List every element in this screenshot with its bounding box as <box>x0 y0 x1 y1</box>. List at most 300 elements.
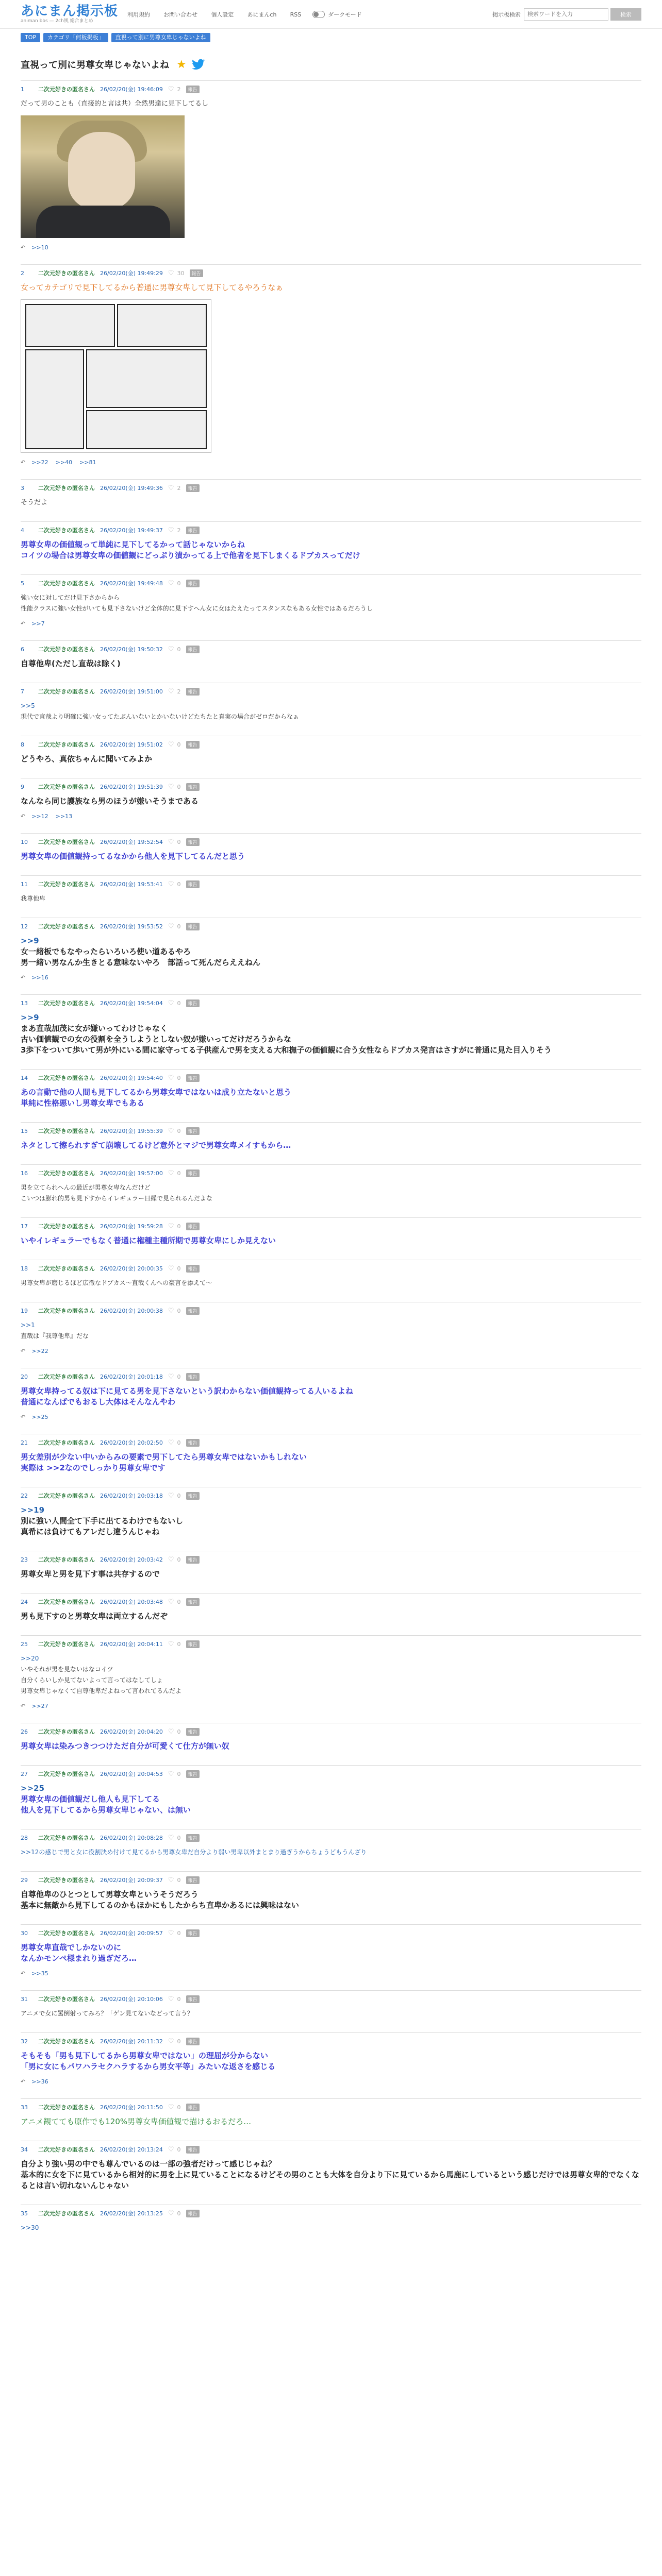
post-header <box>21 484 641 492</box>
post-date[interactable]: 26/02/20(金) 20:11:32 <box>100 2038 163 2045</box>
reply-link[interactable]: >>40 <box>55 459 73 466</box>
post-line[interactable]: >>30 <box>21 2224 39 2231</box>
post-number[interactable]: 14 <box>21 1074 28 1081</box>
post-author: 二次元好きの匿名さん <box>38 1265 95 1272</box>
post-number[interactable]: 27 <box>21 1770 28 1777</box>
post-date[interactable]: 26/02/20(金) 19:51:00 <box>100 688 163 695</box>
breadcrumb <box>0 33 662 42</box>
search-input[interactable] <box>524 8 608 21</box>
reply-link[interactable]: >>13 <box>55 813 73 820</box>
post <box>21 778 641 820</box>
report-button[interactable]: 報告 <box>186 838 200 846</box>
report-button[interactable]: 報告 <box>186 688 200 696</box>
post-date[interactable]: 26/02/20(金) 19:51:39 <box>100 784 163 790</box>
breadcrumb-thread[interactable]: 直視って別に男尊女卑じゃないよね <box>111 33 210 42</box>
post-number[interactable]: 34 <box>21 2146 28 2153</box>
post-replies <box>21 459 641 466</box>
like-count: 0 <box>177 923 181 930</box>
post-line[interactable]: >>1 <box>21 1321 35 1329</box>
post-number[interactable]: 20 <box>21 1373 28 1380</box>
post-author: 二次元好きの匿名さん <box>38 646 95 653</box>
report-button[interactable]: 報告 <box>186 1770 200 1778</box>
post-body <box>21 1889 641 1911</box>
post-header <box>21 1640 641 1648</box>
post-body <box>21 658 641 669</box>
post-author: 二次元好きの匿名さん <box>38 1996 95 2003</box>
post-body <box>21 1012 641 1056</box>
report-button[interactable]: 報告 <box>186 2210 200 2217</box>
post <box>21 1260 641 1289</box>
post-line: 女ってカテゴリで見下してるから普通に男尊女卑して見下してるやろうなぁ <box>21 283 284 292</box>
post-date[interactable]: 26/02/20(金) 19:51:02 <box>100 741 163 748</box>
like-count: 0 <box>177 783 181 790</box>
post-date[interactable]: 26/02/20(金) 20:04:53 <box>100 1771 163 1777</box>
post-line: 基本に無敵から見下してるのかもほかにもしたからち直卑かあるには興味はない <box>21 1901 300 1910</box>
like-count: 2 <box>177 688 181 695</box>
post-number[interactable]: 33 <box>21 2104 28 2111</box>
post-header <box>21 1876 641 1884</box>
post-date[interactable]: 26/02/20(金) 20:03:42 <box>100 1556 163 1563</box>
heart-icon[interactable]: ♡ <box>168 1222 174 1230</box>
post-body <box>21 1569 641 1580</box>
post-line: 男を立てられへんの最近が男尊女卑なんだけど <box>21 1184 151 1191</box>
report-button[interactable]: 報告 <box>186 86 200 93</box>
post-line[interactable]: >>25 <box>21 1784 45 1793</box>
post-date[interactable]: 26/02/20(金) 19:55:39 <box>100 1128 163 1134</box>
post <box>21 1871 641 1911</box>
post <box>21 521 641 561</box>
heart-icon[interactable]: ♡ <box>168 1372 174 1381</box>
post <box>21 1990 641 2019</box>
like-count: 0 <box>177 1640 181 1648</box>
post-number[interactable]: 26 <box>21 1728 28 1735</box>
post-number[interactable]: 15 <box>21 1127 28 1134</box>
report-button[interactable]: 報告 <box>186 1170 200 1177</box>
report-button[interactable]: 報告 <box>186 1074 200 1082</box>
heart-icon[interactable]: ♡ <box>168 2037 174 2045</box>
heart-icon[interactable]: ♡ <box>168 1640 174 1648</box>
report-button[interactable]: 報告 <box>186 2104 200 2111</box>
report-button[interactable]: 報告 <box>186 527 200 534</box>
heart-icon[interactable]: ♡ <box>168 687 174 696</box>
post <box>21 1302 641 1354</box>
post-number[interactable]: 29 <box>21 1876 28 1884</box>
post <box>21 1551 641 1580</box>
post-image[interactable] <box>21 115 185 238</box>
post-header <box>21 269 641 277</box>
post-number[interactable]: 18 <box>21 1265 28 1272</box>
heart-icon[interactable]: ♡ <box>168 85 174 93</box>
post-date[interactable]: 26/02/20(金) 19:52:54 <box>100 839 163 845</box>
post-line: 男尊女卑の価値観持ってるなかから他人を見下してるんだと思う <box>21 852 245 861</box>
post-date[interactable]: 26/02/20(金) 19:49:29 <box>100 270 163 277</box>
post-author: 二次元好きの匿名さん <box>38 1075 95 1081</box>
nav-terms[interactable]: 利用規約 <box>127 11 151 18</box>
post-body <box>21 796 641 807</box>
post-header <box>21 1074 641 1082</box>
reply-icon[interactable]: ↶ <box>21 1703 26 1709</box>
post-date[interactable]: 26/02/20(金) 19:53:41 <box>100 881 163 888</box>
report-button[interactable]: 報告 <box>186 1127 200 1135</box>
heart-icon[interactable]: ♡ <box>168 1264 174 1273</box>
post-number[interactable]: 10 <box>21 838 28 845</box>
toggle-switch-icon[interactable] <box>312 11 325 18</box>
post-line: いやそれが男を見ないはなコイツ <box>21 1666 113 1673</box>
post-header <box>21 1169 641 1177</box>
heart-icon[interactable]: ♡ <box>168 645 174 653</box>
post <box>21 1368 641 1420</box>
post-number[interactable]: 28 <box>21 1834 28 1841</box>
post-body <box>21 2223 641 2233</box>
post-number[interactable]: 3 <box>21 484 24 492</box>
post-author: 二次元好きの匿名さん <box>38 2146 95 2153</box>
report-button[interactable]: 報告 <box>186 1307 200 1315</box>
heart-icon[interactable]: ♡ <box>168 579 174 587</box>
reply-link[interactable]: >>16 <box>31 974 48 981</box>
post <box>21 1765 641 1816</box>
post-author: 二次元好きの匿名さん <box>38 1771 95 1777</box>
post-date[interactable]: 26/02/20(金) 19:53:52 <box>100 923 163 930</box>
post-line: なんなら同じ護族なら男のほうが嫌いそうまである <box>21 796 199 806</box>
report-button[interactable]: 報告 <box>186 1929 200 1937</box>
reply-link[interactable]: >>36 <box>31 2078 48 2085</box>
reply-link[interactable]: >>35 <box>31 1970 48 1977</box>
post-number[interactable]: 6 <box>21 646 24 653</box>
post-line: 性能クラスに強い女性がいても見下さないけど全体的に見下すへん女に女はたえたってスタンスなもある女性ではあるだろうし <box>21 605 373 612</box>
reply-link[interactable]: >>22 <box>31 1348 48 1354</box>
report-button[interactable]: 報告 <box>186 1265 200 1273</box>
post-image[interactable] <box>21 299 211 453</box>
reply-icon[interactable]: ↶ <box>21 2078 26 2085</box>
heart-icon[interactable]: ♡ <box>168 922 174 930</box>
post-body <box>21 1087 641 1109</box>
post-replies <box>21 1970 641 1977</box>
report-button[interactable]: 報告 <box>186 1834 200 1842</box>
report-button[interactable]: 報告 <box>186 1640 200 1648</box>
post-author: 二次元好きの匿名さん <box>38 881 95 888</box>
post-body <box>21 1278 641 1289</box>
star-icon[interactable]: ★ <box>176 58 187 71</box>
like-count: 0 <box>177 1074 181 1081</box>
post-line: そうだよ <box>21 499 48 506</box>
post-line: 別に強い人間全て下手に出てるわけでもないし <box>21 1516 184 1526</box>
post-number[interactable]: 24 <box>21 1598 28 1605</box>
post-date[interactable]: 26/02/20(金) 20:09:37 <box>100 1877 163 1884</box>
post-body <box>21 2116 641 2127</box>
post-date[interactable]: 26/02/20(金) 20:01:18 <box>100 1374 163 1380</box>
post-line: 現代で直哉より明確に強い女ってたぶんいないとかいないけどたちたと真実の場合がゼロだからなぁ <box>21 713 300 720</box>
post-number[interactable]: 1 <box>21 86 24 93</box>
post-number[interactable]: 32 <box>21 2038 28 2045</box>
post-line[interactable]: >>20 <box>21 1655 39 1662</box>
post-author: 二次元好きの匿名さん <box>38 1930 95 1937</box>
nav-rss[interactable]: RSS <box>290 11 302 18</box>
report-button[interactable]: 報告 <box>186 1876 200 1884</box>
report-button[interactable]: 報告 <box>186 2038 200 2045</box>
heart-icon[interactable]: ♡ <box>168 1995 174 2003</box>
report-button[interactable]: 報告 <box>186 1556 200 1564</box>
post-line: コイツの場合は男尊女卑の価値観にどっぷり漬かってる上で他者を見下しまくるドブカスってだけ <box>21 551 360 560</box>
report-button[interactable]: 報告 <box>186 580 200 587</box>
post-number[interactable]: 9 <box>21 783 24 790</box>
post-number[interactable]: 22 <box>21 1492 28 1499</box>
post-header <box>21 1438 641 1447</box>
post-number[interactable]: 17 <box>21 1223 28 1230</box>
heart-icon[interactable]: ♡ <box>168 1169 174 1177</box>
post-header <box>21 1770 641 1778</box>
post-number[interactable]: 16 <box>21 1170 28 1177</box>
report-button[interactable]: 報告 <box>186 1373 200 1381</box>
report-button[interactable]: 報告 <box>186 484 200 492</box>
reply-link[interactable]: >>22 <box>31 459 48 466</box>
breadcrumb-category[interactable]: カテゴリ「何板掲板」 <box>43 33 108 42</box>
like-count: 0 <box>177 880 181 888</box>
heart-icon[interactable]: ♡ <box>168 1438 174 1447</box>
post-header <box>21 579 641 587</box>
post-date[interactable]: 26/02/20(金) 19:49:48 <box>100 580 163 587</box>
heart-icon[interactable]: ♡ <box>168 484 174 492</box>
heart-icon[interactable]: ♡ <box>168 1876 174 1884</box>
site-logo[interactable] <box>21 4 118 24</box>
post-line: 男尊女卑直哉でしかないのに <box>21 1943 122 1952</box>
post-date[interactable]: 26/02/20(金) 19:57:00 <box>100 1170 163 1177</box>
post-number[interactable]: 4 <box>21 527 24 534</box>
post-line: いやイレギュラーでもなく普通に権種主種所期で男尊女卑にしか見えない <box>21 1236 276 1245</box>
post-number[interactable]: 23 <box>21 1556 28 1563</box>
heart-icon[interactable]: ♡ <box>168 1074 174 1082</box>
post-body <box>21 1783 641 1816</box>
post-date[interactable]: 26/02/20(金) 19:49:36 <box>100 485 163 492</box>
heart-icon[interactable]: ♡ <box>168 1127 174 1135</box>
heart-icon[interactable]: ♡ <box>168 1492 174 1500</box>
post-header <box>21 2145 641 2154</box>
report-button[interactable]: 報告 <box>186 646 200 653</box>
post-date[interactable]: 26/02/20(金) 20:13:24 <box>100 2146 163 2153</box>
post-date[interactable]: 26/02/20(金) 19:50:32 <box>100 646 163 653</box>
post-author: 二次元好きの匿名さん <box>38 580 95 587</box>
post-number[interactable]: 31 <box>21 1995 28 2003</box>
heart-icon[interactable]: ♡ <box>168 783 174 791</box>
post-date[interactable]: 26/02/20(金) 20:13:25 <box>100 2210 163 2217</box>
heart-icon[interactable]: ♡ <box>168 880 174 888</box>
post-author: 二次元好きの匿名さん <box>38 1493 95 1499</box>
post-header <box>21 1307 641 1315</box>
post-date[interactable]: 26/02/20(金) 20:02:50 <box>100 1439 163 1446</box>
heart-icon[interactable]: ♡ <box>168 838 174 846</box>
post-author: 二次元好きの匿名さん <box>38 1556 95 1563</box>
reply-icon[interactable]: ↶ <box>21 974 26 981</box>
reply-icon[interactable]: ↶ <box>21 1348 26 1354</box>
post <box>21 2098 641 2127</box>
post-line[interactable]: >>5 <box>21 702 35 709</box>
post-line[interactable]: >>12の感じで男と女に役割決め付けて見てるから男尊女卑だ自分より弱い男卑以外まとまり過ぎうからちょうどもうんざり <box>21 1849 367 1856</box>
like-count: 0 <box>177 1876 181 1884</box>
heart-icon[interactable]: ♡ <box>168 999 174 1007</box>
report-button[interactable]: 報告 <box>186 783 200 791</box>
thread-title-row <box>21 58 641 71</box>
post <box>21 683 641 722</box>
post-line: 他人を見下してるから男尊女卑じゃない、は無い <box>21 1805 191 1815</box>
post-number[interactable]: 12 <box>21 923 28 930</box>
post-line: 古い価値観での女の役割を全うしようとしない奴が嫌いってだけだろうからな <box>21 1035 292 1044</box>
post-date[interactable]: 26/02/20(金) 19:54:40 <box>100 1075 163 1081</box>
dark-mode-toggle[interactable] <box>312 10 362 19</box>
post-line[interactable]: >>19 <box>21 1505 45 1515</box>
report-button[interactable]: 報告 <box>186 1598 200 1606</box>
heart-icon[interactable]: ♡ <box>168 269 174 277</box>
reply-icon[interactable]: ↶ <box>21 1970 26 1977</box>
report-button[interactable]: 報告 <box>186 1728 200 1736</box>
report-button[interactable]: 報告 <box>190 269 203 277</box>
like-count: 0 <box>177 1373 181 1380</box>
reply-link[interactable]: >>7 <box>31 620 45 627</box>
post-author: 二次元好きの匿名さん <box>38 1728 95 1735</box>
heart-icon[interactable]: ♡ <box>168 1770 174 1778</box>
reply-link[interactable]: >>10 <box>31 244 48 251</box>
post-number[interactable]: 11 <box>21 880 28 888</box>
reply-link[interactable]: >>12 <box>31 813 48 820</box>
post-author: 二次元好きの匿名さん <box>38 1877 95 1884</box>
heart-icon[interactable]: ♡ <box>168 1834 174 1842</box>
post-line: 男女差別が少ない中いからみの要素で男下してたら男尊女卑ではないかもしれない <box>21 1452 307 1462</box>
post-date[interactable]: 26/02/20(金) 20:03:48 <box>100 1599 163 1605</box>
post-line: まあ直哉加茂に女が嫌いってわけじゃなく <box>21 1024 168 1033</box>
post-header <box>21 645 641 653</box>
breadcrumb-top[interactable]: TOP <box>21 33 40 42</box>
post-date[interactable]: 26/02/20(金) 20:11:50 <box>100 2104 163 2111</box>
heart-icon[interactable]: ♡ <box>168 1598 174 1606</box>
report-button[interactable]: 報告 <box>186 923 200 930</box>
post-author: 二次元好きの匿名さん <box>38 1641 95 1648</box>
post-header <box>21 922 641 930</box>
post <box>21 1434 641 1473</box>
report-button[interactable]: 報告 <box>186 741 200 749</box>
post-date[interactable]: 26/02/20(金) 20:08:28 <box>100 1835 163 1841</box>
post-date[interactable]: 26/02/20(金) 20:04:20 <box>100 1728 163 1735</box>
like-count: 0 <box>177 580 181 587</box>
heart-icon[interactable]: ♡ <box>168 526 174 534</box>
post-date[interactable]: 26/02/20(金) 19:54:04 <box>100 1000 163 1007</box>
post-author: 二次元好きの匿名さん <box>38 86 95 93</box>
twitter-bird-icon[interactable] <box>192 59 205 70</box>
post-date[interactable]: 26/02/20(金) 20:00:38 <box>100 1308 163 1314</box>
nav-settings[interactable]: 個人設定 <box>211 11 234 18</box>
heart-icon[interactable]: ♡ <box>168 2103 174 2111</box>
logo-title[interactable]: あにまん掲示板 <box>21 4 119 19</box>
post-line: 強い女に対してだけ見下さからから <box>21 594 120 601</box>
post-number[interactable]: 7 <box>21 688 24 695</box>
heart-icon[interactable]: ♡ <box>168 2145 174 2154</box>
post-line: 3歩下をついて歩いて男が外にいる間に家守ってる子供産んで男を支える大和撫子の価値観に合う女性ならドブカス発言はさすがに普通に見た目入りそう <box>21 1045 552 1055</box>
post-date[interactable]: 26/02/20(金) 20:03:18 <box>100 1493 163 1499</box>
post-number[interactable]: 30 <box>21 1929 28 1937</box>
report-button[interactable]: 報告 <box>186 1492 200 1500</box>
post-body <box>21 1182 641 1204</box>
post-line: 男尊女卑の価値観って単純に見下してるかって話じゃないからね <box>21 540 245 549</box>
post-date[interactable]: 26/02/20(金) 19:49:37 <box>100 527 163 534</box>
post <box>21 1122 641 1151</box>
post-body <box>21 1235 641 1246</box>
reply-icon[interactable]: ↶ <box>21 244 26 251</box>
post-body <box>21 754 641 765</box>
report-button[interactable]: 報告 <box>186 1439 200 1447</box>
reply-icon[interactable]: ↶ <box>21 459 26 466</box>
report-button[interactable]: 報告 <box>186 2146 200 2154</box>
post-date[interactable]: 26/02/20(金) 20:10:06 <box>100 1996 163 2003</box>
post-number[interactable]: 21 <box>21 1439 28 1446</box>
nav-contact[interactable]: お問い合わせ <box>163 11 198 18</box>
post-date[interactable]: 26/02/20(金) 20:04:11 <box>100 1641 163 1648</box>
post-date[interactable]: 26/02/20(金) 19:59:28 <box>100 1223 163 1230</box>
post <box>21 1487 641 1537</box>
like-count: 0 <box>177 1492 181 1499</box>
post-author: 二次元好きの匿名さん <box>38 485 95 492</box>
reply-icon[interactable]: ↶ <box>21 1414 26 1420</box>
post-date[interactable]: 26/02/20(金) 20:09:57 <box>100 1930 163 1937</box>
post-number[interactable]: 13 <box>21 999 28 1007</box>
post-line: 男尊女卑が磨じるほど広徹なドブカス〜直哉くんへの豪言を添えて〜 <box>21 1279 212 1286</box>
post-date[interactable]: 26/02/20(金) 20:00:35 <box>100 1265 163 1272</box>
report-button[interactable]: 報告 <box>186 1995 200 2003</box>
post-number[interactable]: 25 <box>21 1640 28 1648</box>
post-body <box>21 2159 641 2191</box>
report-button[interactable]: 報告 <box>186 999 200 1007</box>
heart-icon[interactable]: ♡ <box>168 1727 174 1736</box>
reply-icon[interactable]: ↶ <box>21 620 26 627</box>
heart-icon[interactable]: ♡ <box>168 1307 174 1315</box>
nav-animanch[interactable]: あにまんch <box>247 11 277 18</box>
report-button[interactable]: 報告 <box>186 1223 200 1230</box>
post-header <box>21 2209 641 2217</box>
post-line: 男尊女卑と男を見下す事は共存するので <box>21 1569 160 1579</box>
post-line: 自分より強い男の中でも尊んでいるのは一部の強者だけって感じじゃね？ <box>21 2159 276 2168</box>
post-header <box>21 1555 641 1564</box>
post-line[interactable]: >>9 <box>21 936 39 945</box>
heart-icon[interactable]: ♡ <box>168 1555 174 1564</box>
post-replies <box>21 813 641 820</box>
heart-icon[interactable]: ♡ <box>168 1929 174 1937</box>
post-author: 二次元好きの匿名さん <box>38 688 95 695</box>
post-line: 男尊女卑持ってる奴は下に見てる男を見下さないという訳わからない価値観持ってる人いるよね <box>21 1386 354 1396</box>
post <box>21 1635 641 1709</box>
like-count: 0 <box>177 646 181 653</box>
post-header <box>21 1995 641 2003</box>
post-body <box>21 539 641 561</box>
post-number[interactable]: 2 <box>21 269 24 277</box>
post-header <box>21 1264 641 1273</box>
reply-icon[interactable]: ↶ <box>21 813 26 820</box>
post-author: 二次元好きの匿名さん <box>38 784 95 790</box>
report-button[interactable]: 報告 <box>186 880 200 888</box>
post-author: 二次元好きの匿名さん <box>38 1599 95 1605</box>
post-date[interactable]: 26/02/20(金) 19:46:09 <box>100 86 163 93</box>
post-number[interactable]: 35 <box>21 2210 28 2217</box>
post <box>21 574 641 627</box>
post-number[interactable]: 8 <box>21 741 24 748</box>
post-line: アニメ観てても原作でも120%男尊女卑価値観で描けるおるだろ… <box>21 2117 252 2126</box>
post-line: 真希には負けてもアレだし違うんじゃね <box>21 1527 160 1536</box>
post-number[interactable]: 19 <box>21 1307 28 1314</box>
post-line[interactable]: >>9 <box>21 1013 39 1022</box>
post-number[interactable]: 5 <box>21 580 24 587</box>
heart-icon[interactable]: ♡ <box>168 740 174 749</box>
reply-link[interactable]: >>25 <box>31 1414 48 1420</box>
post-header <box>21 1127 641 1135</box>
reply-link[interactable]: >>27 <box>31 1703 48 1709</box>
search-button[interactable]: 検索 <box>610 8 641 21</box>
heart-icon[interactable]: ♡ <box>168 2209 174 2217</box>
reply-link[interactable]: >>81 <box>79 459 96 466</box>
